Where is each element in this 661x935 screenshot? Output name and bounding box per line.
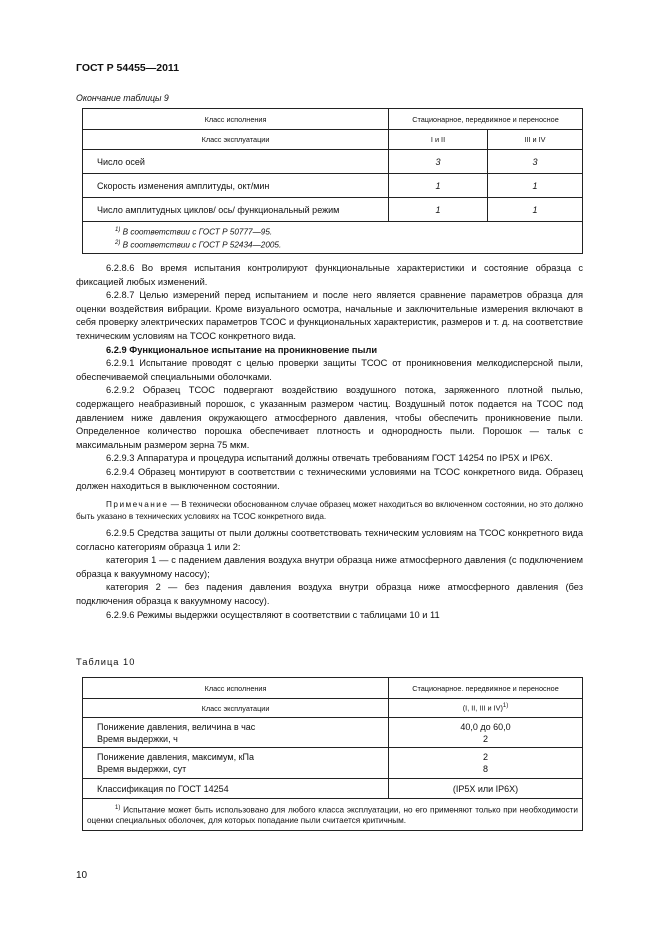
t10-head-type: Стационарное. передвижное и переносное	[389, 678, 583, 699]
table-9	[82, 108, 583, 254]
paragraph: 6.2.9.4 Образец монтируют в соответствии с техническими условиями на ТСОС конкретного вида. Образец должен находиться в выключенном состоянии.	[76, 466, 583, 491]
t9-head-type: Стационарное, передвижное и переносное	[389, 109, 583, 130]
paragraph: категория 2 — без падения давления воздуха внутри образца ниже атмосферного давления (без подключения образца к вакуумному насосу).	[76, 582, 583, 607]
t9-sub-b: III и IV	[488, 130, 583, 150]
t9-row-value: 1	[488, 198, 583, 222]
t10-row-label: Классификация по ГОСТ 14254	[83, 779, 389, 799]
t9-row-label: Скорость изменения амплитуды, окт/мин	[83, 174, 389, 198]
paragraph: 6.2.9.6 Режимы выдержки осуществляют в соответствии с таблицами 10 и 11	[106, 609, 440, 620]
body-text	[76, 262, 583, 622]
t10-label-line: Понижение давления, максимум, кПа	[97, 752, 255, 762]
t9-row-value: 1	[389, 174, 488, 198]
t10-label-line: Время выдержки, сут	[97, 764, 187, 774]
table10-caption: Таблица 10	[76, 657, 136, 667]
t10-classes-text: (I, II, III и IV)	[462, 703, 503, 713]
footnote-mark: 1)	[115, 227, 121, 233]
paragraph: 6.2.9.3 Аппаратура и процедура испытаний должны отвечать требованиям ГОСТ 14254 по IP5X и IP6X.	[106, 453, 553, 464]
footnote-text: Испытание может быть использовано для любого класса эксплуатации, но его применяют только при необходимости оценки специальных оболочек, для которых попадание пыли считается критичным.	[87, 805, 579, 826]
t9-head-exploitation: Класс эксплуатации	[83, 130, 389, 150]
t9-row-value: 3	[488, 150, 583, 174]
paragraph: 6.2.8.6 Во время испытания контролируют функциональные характеристики и состояние образца с фиксацией любых изменений.	[76, 263, 583, 287]
t10-value-line: 2	[482, 733, 488, 744]
section-heading: 6.2.9 Функциональное испытание на проникновение пыли	[106, 344, 378, 355]
t9-row-value: 1	[488, 174, 583, 198]
t10-row-value	[389, 748, 583, 779]
t10-row-label	[83, 718, 389, 748]
footnote-text: В соответствии с ГОСТ Р 50777—95.	[122, 227, 273, 237]
page-number: 10	[76, 870, 88, 881]
t9-head-class: Класс исполнения	[83, 109, 389, 130]
t9-row-label: Число амплитудных циклов/ ось/ функциональный режим	[83, 198, 389, 222]
note-label: Примечание	[106, 500, 169, 510]
table9-caption: Окончание таблицы 9	[76, 93, 169, 103]
t10-row-value	[389, 718, 583, 748]
paragraph: 6.2.9.2 Образец ТСОС подвергают воздействию воздушного потока, заряженного плотной пылью, содержащего неабразивный порошок, с указанным размером частиц. Воздушный поток подается на ТСОС под давлением ниже давления окружающего атмосферного давления, чтобы обеспечить проникновение пыли. Определенное количество порошка обеспечивает плотность и однородность пыли. Порошок — тальк с максимальным размером зерна 75 мкм.	[76, 385, 583, 450]
footnote-text: В соответствии с ГОСТ Р 52434—2005.	[122, 240, 282, 250]
footnote-mark: 2)	[115, 239, 121, 246]
paragraph: 6.2.9.5 Средства защиты от пыли должны соответствовать техническим условиям на ТСОС конкретного вида согласно категориям образца 1 или 2:	[76, 528, 583, 552]
t10-label-line: Понижение давления, величина в час	[97, 721, 256, 732]
document-header: ГОСТ Р 54455—2011	[76, 62, 180, 74]
t10-label-line: Время выдержки, ч	[97, 733, 178, 744]
t9-footnotes	[83, 222, 583, 254]
t10-value-line: 40,0 до 60,0	[460, 721, 511, 732]
t10-head-classes	[389, 699, 583, 718]
t10-head-exploitation: Класс эксплуатации	[83, 699, 389, 718]
t10-footnote	[83, 799, 583, 831]
t9-row-value: 3	[389, 150, 488, 174]
t10-value-line: 8	[482, 764, 488, 774]
paragraph: категория 1 — с падением давления воздуха внутри образца ниже атмосферного давления (с подключением образца к вакуумному насосу);	[76, 555, 583, 579]
paragraph: 6.2.8.7 Целью измерений перед испытанием и после него является сравнение параметров образца для оценки воздействия вибрации. Кроме визуального осмотра, начальные и заключительные измерения включают в себя проверку электрических параметров ТСОС и функциональных характеристик, размеров и т. д. на соответствие техническим условиям на ТСОС конкретного вида.	[76, 290, 583, 341]
t9-row-value: 1	[389, 198, 488, 222]
t10-row-value: (IP5X или IP6X)	[389, 779, 583, 799]
footnote-mark: 1)	[115, 804, 121, 811]
t9-sub-a: I и II	[389, 130, 488, 150]
t10-row-label	[83, 748, 389, 779]
table-10	[82, 677, 583, 831]
t10-value-line: 2	[482, 752, 488, 762]
t9-row-label: Число осей	[83, 150, 389, 174]
note-text: — В технически обоснованном случае образец может находиться во включенном состоянии, но это должно быть указано в технических условиях на ТСОС конкретного вида.	[76, 500, 583, 521]
footnote-mark: 1)	[502, 703, 509, 710]
note	[76, 499, 583, 522]
t10-head-class: Класс исполнения	[83, 678, 389, 699]
paragraph: 6.2.9.1 Испытание проводят с целью проверки защиты ТСОС от проникновения мелкодисперсной пыли, обеспечиваемой специальными оболочками.	[76, 358, 583, 382]
